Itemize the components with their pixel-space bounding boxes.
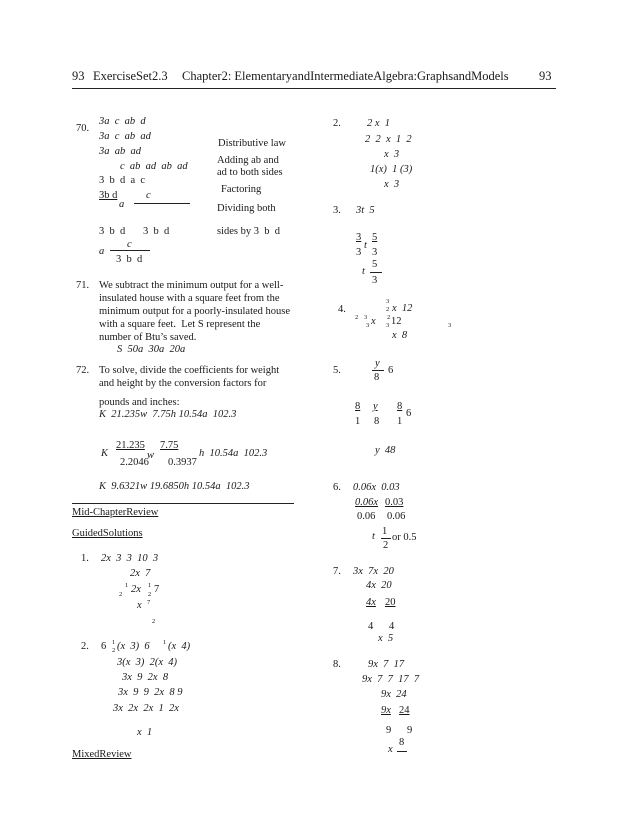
r5-l2-8a: 8 bbox=[355, 401, 361, 412]
r4-l1-rest: x 12 bbox=[392, 303, 413, 314]
p70-note-sides: sides by 3 b d bbox=[217, 226, 280, 237]
r2-line4: 1(x) 1 (3) bbox=[370, 164, 413, 175]
r4-l2-g: 3 bbox=[386, 322, 390, 329]
r4-line3: x 8 bbox=[392, 330, 408, 341]
p70-line6-c: c bbox=[146, 190, 151, 201]
r6-l4-1: 1 bbox=[382, 526, 388, 537]
r5-l2-8c: 8 bbox=[374, 416, 380, 427]
r2-line3: x 3 bbox=[384, 149, 400, 160]
r2-line5: x 3 bbox=[384, 179, 400, 190]
r5-l1-6: 6 bbox=[388, 365, 394, 376]
p72-line2: and height by the conversion factors for bbox=[99, 378, 267, 389]
right-3-number: 3. bbox=[333, 205, 341, 216]
right-8-number: 8. bbox=[333, 659, 341, 670]
p70-line1: 3a c ab d bbox=[99, 116, 146, 127]
g2-l1-sup2: 1 bbox=[163, 639, 167, 646]
r2-line2: 2 2 x 1 2 bbox=[365, 134, 412, 145]
r4-l2-12: 12 bbox=[391, 316, 402, 327]
r6-line1: 0.06x 0.03 bbox=[353, 482, 400, 493]
r5-l1-8: 8 bbox=[374, 372, 380, 383]
r3-l2-num1: 3 bbox=[356, 232, 362, 243]
right-7-number: 7. bbox=[333, 566, 341, 577]
p72-frac1-den: 2.2046 bbox=[120, 457, 149, 468]
right-4-number: 4. bbox=[338, 304, 346, 315]
r8-l6-8: 8 bbox=[399, 737, 405, 748]
r6-l2-left: 0.06x bbox=[355, 497, 379, 508]
r7-l3-right: 20 bbox=[385, 597, 396, 608]
g1-line4-7: 7 bbox=[147, 599, 151, 606]
g1-l3-7: 7 bbox=[154, 584, 160, 595]
g1-l3-sup2: 1 bbox=[148, 582, 152, 589]
p70-line6-numerator: 3b d bbox=[99, 190, 118, 201]
mid-review-rule bbox=[72, 503, 294, 504]
p70-note-factoring: Factoring bbox=[221, 184, 262, 195]
p70-note-distributive: Distributive law bbox=[218, 138, 286, 149]
g2-line3: 3x 9 2x 8 bbox=[122, 672, 169, 683]
p71-line2: insulated house with a square feet from the bbox=[99, 293, 280, 304]
g2-line6: x 1 bbox=[137, 727, 153, 738]
page-number-right: 93 bbox=[539, 69, 552, 83]
p71-line3: minimum output for a poorly-insulated house bbox=[99, 306, 291, 317]
g1-line1: 2x 3 3 10 3 bbox=[101, 553, 159, 564]
p70-line3: 3a ab ad bbox=[99, 146, 141, 157]
r6-l4-t: t bbox=[372, 531, 375, 542]
r6-l3-right: 0.06 bbox=[387, 511, 406, 522]
r4-l2-a: 2 bbox=[355, 314, 359, 321]
r8-l4-left: 9x bbox=[381, 705, 391, 716]
r4-l2-b: 3 bbox=[364, 314, 368, 321]
g1-line5-2: 2 bbox=[152, 618, 156, 625]
p72-frac2-num: 7.75 bbox=[160, 440, 179, 451]
g2-l1-sup1: 1 bbox=[112, 639, 116, 646]
mid-chapter-review-heading: Mid-ChapterReview bbox=[72, 507, 159, 518]
g1-line2: 2x 7 bbox=[130, 568, 151, 579]
r4-l2-h: 3 bbox=[448, 322, 452, 329]
r3-l2-num2: 5 bbox=[372, 232, 378, 243]
g2-l1-mid: (x 3) 6 bbox=[117, 641, 150, 652]
r8-line2: 9x 7 7 17 7 bbox=[362, 674, 420, 685]
p70-line5: 3 b d a c bbox=[99, 175, 146, 186]
p72-frac2-den: 0.3937 bbox=[168, 457, 197, 468]
r8-l5-left: 9 bbox=[386, 725, 392, 736]
r7-l4-left: 4 bbox=[368, 621, 374, 632]
g1-l3-sup1: 1 bbox=[125, 582, 129, 589]
guided-solutions-heading: GuidedSolutions bbox=[72, 528, 143, 539]
r5-l2-1a: 1 bbox=[355, 416, 361, 427]
g2-line2: 3(x 3) 2(x 4) bbox=[117, 657, 178, 668]
page-number-left: 93 bbox=[72, 69, 85, 83]
p70-line2: 3a c ab ad bbox=[99, 131, 151, 142]
r4-l1-sub: 2 bbox=[386, 306, 390, 313]
r7-line2: 4x 20 bbox=[366, 580, 392, 591]
g2-line5: 3x 2x 2x 1 2x bbox=[113, 703, 179, 714]
r8-fraction-bar bbox=[397, 751, 407, 752]
p72-K: K bbox=[101, 448, 109, 459]
p70-fraction-bar-2 bbox=[110, 250, 150, 251]
p72-line3: pounds and inches: bbox=[99, 397, 180, 408]
g2-l1-6: 6 bbox=[101, 641, 107, 652]
p70-note-adding-b: ad to both sides bbox=[217, 167, 283, 178]
r4-l1-sup: 3 bbox=[386, 298, 390, 305]
r5-l2-1b: 1 bbox=[397, 416, 403, 427]
r8-line1: 9x 7 17 bbox=[368, 659, 405, 670]
r6-l4-or: or 0.5 bbox=[392, 532, 417, 543]
right-6-number: 6. bbox=[333, 482, 341, 493]
p72-frac1-num: 21.235 bbox=[116, 440, 145, 451]
guided-2-number: 2. bbox=[81, 641, 89, 652]
p70-line7-right: 3 b d bbox=[143, 226, 170, 237]
r8-l5-right: 9 bbox=[407, 725, 413, 736]
r3-l3-den: 3 bbox=[372, 275, 378, 286]
r8-line3: 9x 24 bbox=[381, 689, 407, 700]
p71-line6: S 50a 30a 20a bbox=[117, 344, 186, 355]
r7-line5: x 5 bbox=[378, 633, 394, 644]
p70-note-dividing: Dividing both bbox=[217, 203, 276, 214]
p70-line6-a: a bbox=[119, 199, 125, 210]
p70-line4: c ab ad ab ad bbox=[120, 161, 188, 172]
problem-70-number: 70. bbox=[76, 123, 90, 134]
header-rule bbox=[72, 88, 556, 89]
right-5-number: 5. bbox=[333, 365, 341, 376]
g1-l3-sub2: 2 bbox=[148, 591, 152, 598]
r7-line1: 3x 7x 20 bbox=[353, 566, 394, 577]
r5-l2-y: y bbox=[373, 401, 378, 412]
g2-line4: 3x 9 9 2x 8 9 bbox=[118, 687, 183, 698]
p70-line7-left: 3 b d bbox=[99, 226, 126, 237]
r6-l4-2: 2 bbox=[383, 540, 389, 551]
g1-line4-x: x bbox=[137, 600, 142, 611]
p70-fraction-bar-1 bbox=[134, 203, 190, 204]
r3-l2-den2: 3 bbox=[372, 247, 378, 258]
p72-w: w bbox=[147, 450, 155, 461]
g2-l1-end: (x 4) bbox=[168, 641, 191, 652]
r5-l2-6: 6 bbox=[406, 408, 412, 419]
r6-l2-right: 0.03 bbox=[385, 497, 404, 508]
p71-line1: We subtract the minimum output for a well- bbox=[99, 280, 284, 291]
r4-l2-d: 2 bbox=[387, 314, 391, 321]
g1-l3-2x: 2x bbox=[131, 584, 141, 595]
r6-fraction-bar bbox=[381, 538, 391, 539]
r8-l4-right: 24 bbox=[399, 705, 410, 716]
p70-note-adding-a: Adding ab and bbox=[217, 155, 279, 166]
right-2-number: 2. bbox=[333, 118, 341, 129]
mixed-review-heading: MixedReview bbox=[72, 749, 132, 760]
r5-l2-8b: 8 bbox=[397, 401, 403, 412]
problem-71-number: 71. bbox=[76, 280, 90, 291]
p72-line6: K 9.6321w 19.6850h 10.54a 102.3 bbox=[99, 481, 250, 492]
g2-l1-sub: 2 bbox=[112, 647, 116, 654]
p71-line5: number of Btu’s saved. bbox=[99, 332, 197, 343]
g1-l3-sub1: 2 bbox=[119, 591, 123, 598]
p72-h-rest: h 10.54a 102.3 bbox=[199, 448, 268, 459]
r8-l6-x: x bbox=[388, 744, 393, 755]
guided-1-number: 1. bbox=[81, 553, 89, 564]
p72-line1: To solve, divide the coefficients for weight bbox=[99, 365, 280, 376]
r2-line1: 2 x 1 bbox=[367, 118, 391, 129]
p71-line4: with a square feet. Let S represent the bbox=[99, 319, 261, 330]
r3-l2-t: t bbox=[364, 240, 367, 251]
p70-line8-c: c bbox=[127, 239, 132, 250]
r4-l2-f: 3 bbox=[366, 322, 370, 329]
r3-l2-den1: 3 bbox=[356, 247, 362, 258]
r4-l2-x: x bbox=[371, 316, 376, 327]
r5-line3: y 48 bbox=[375, 445, 396, 456]
r3-fraction-bar bbox=[370, 272, 382, 273]
r5-fraction-bar bbox=[372, 370, 384, 371]
r3-l3-num: 5 bbox=[372, 259, 378, 270]
r6-l3-left: 0.06 bbox=[357, 511, 376, 522]
section-title: ExerciseSet2.3 bbox=[93, 69, 168, 83]
p70-line8-a: a bbox=[99, 246, 105, 257]
r7-l4-right: 4 bbox=[389, 621, 395, 632]
p72-line4: K 21.235w 7.75h 10.54a 102.3 bbox=[99, 409, 237, 420]
chapter-title: Chapter2: ElementaryandIntermediateAlgebra:GraphsandModels bbox=[182, 69, 509, 83]
p70-line8-den: 3 b d bbox=[116, 254, 143, 265]
r7-l3-left: 4x bbox=[366, 597, 376, 608]
r3-l3-t: t bbox=[362, 266, 365, 277]
r3-line1: 3t 5 bbox=[356, 205, 375, 216]
problem-72-number: 72. bbox=[76, 365, 90, 376]
r5-l1-y: y bbox=[375, 358, 380, 369]
